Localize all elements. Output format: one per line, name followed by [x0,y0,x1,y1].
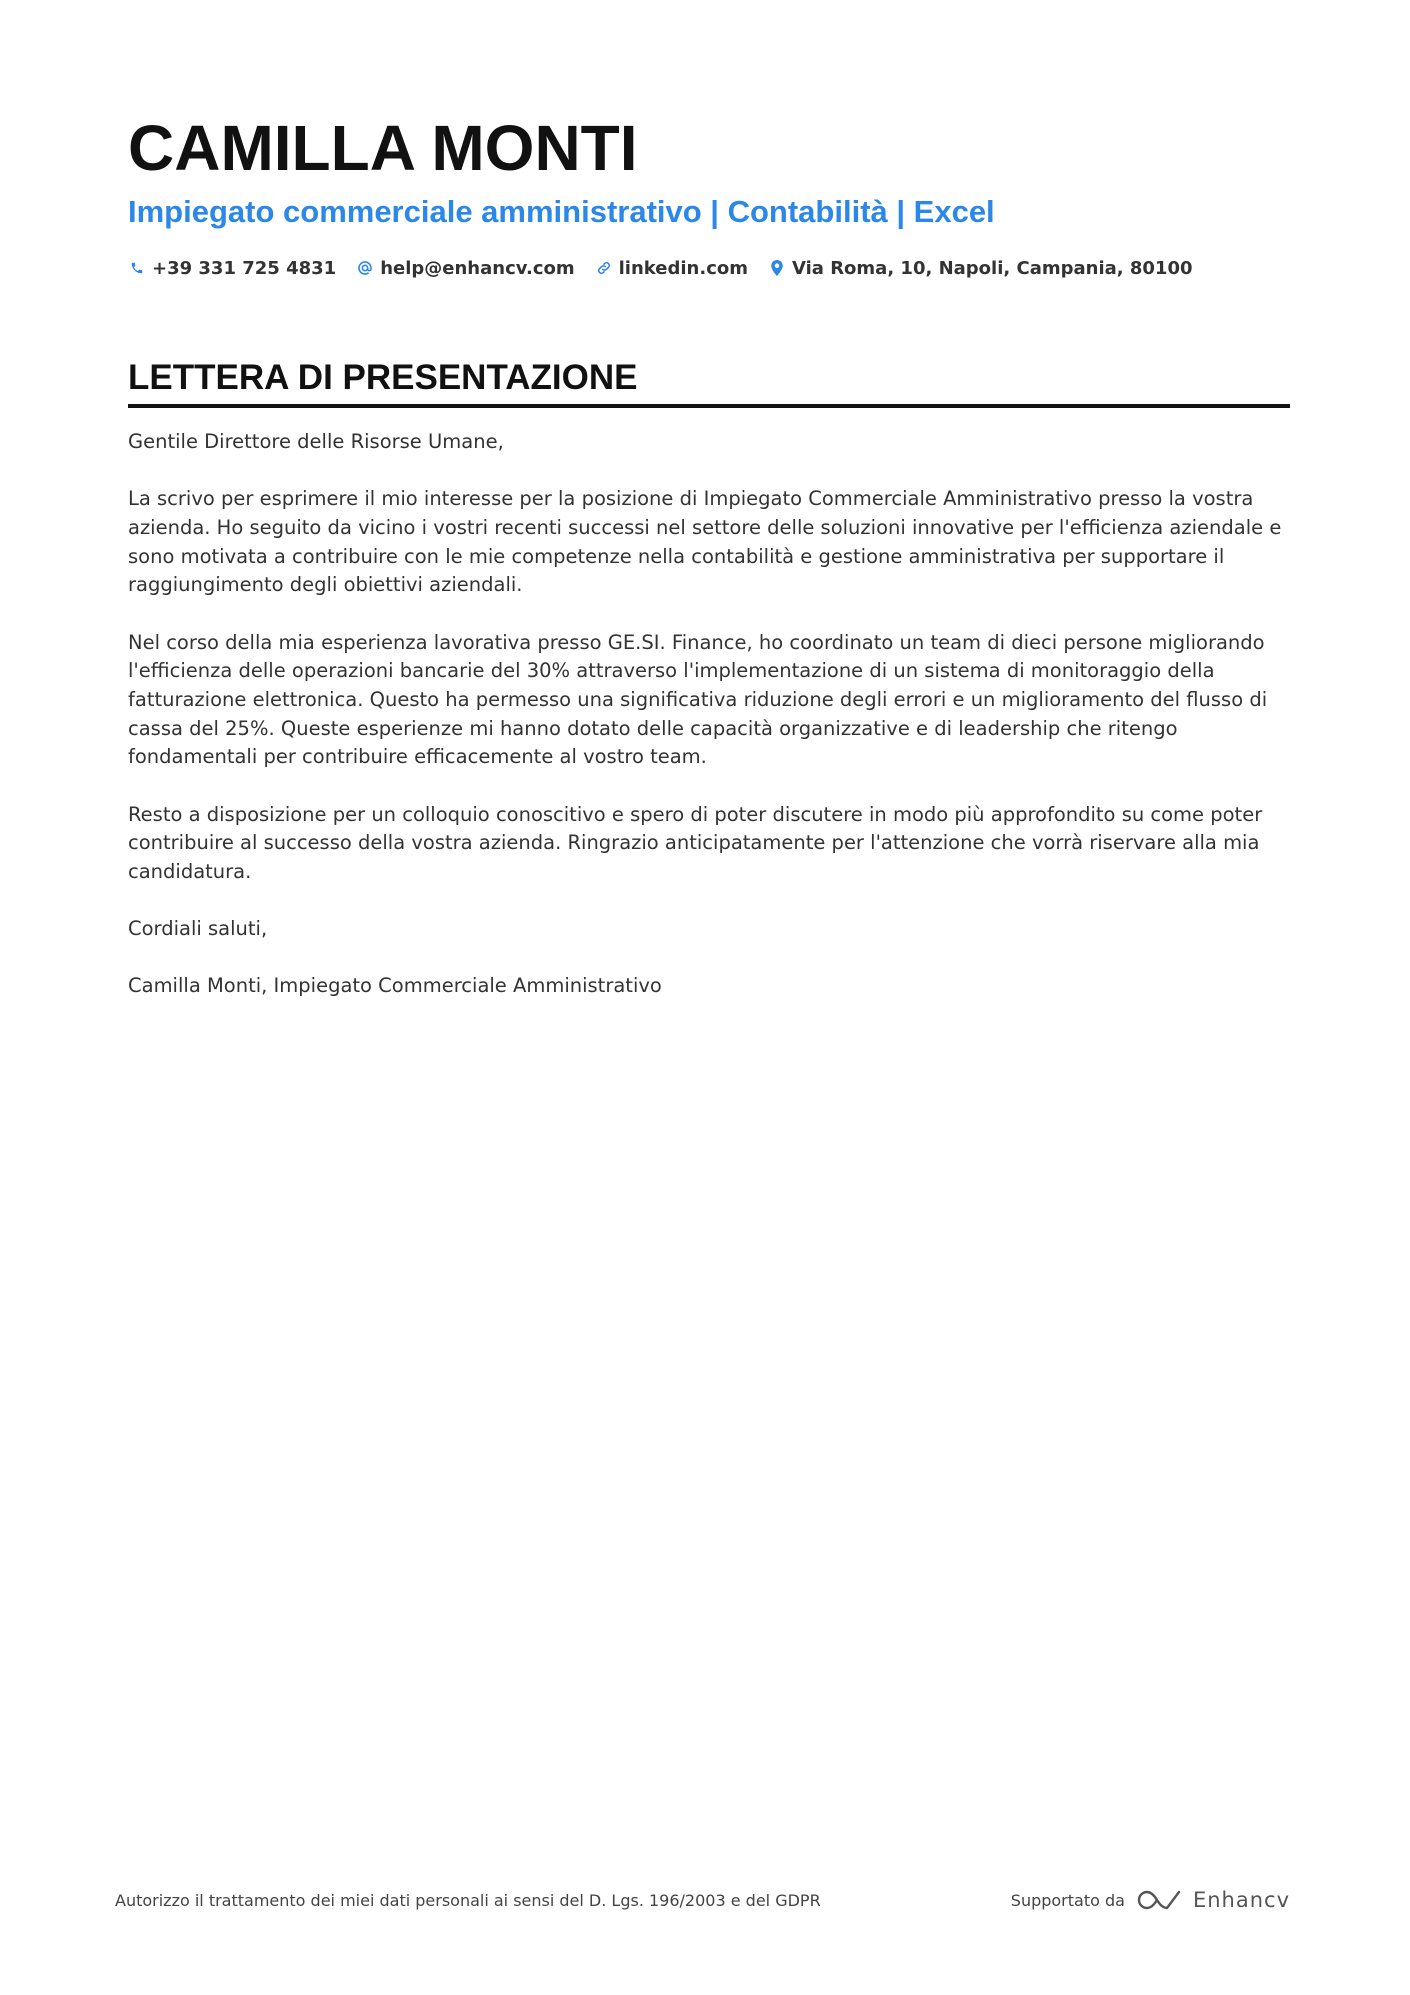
contact-linkedin-text: linkedin.com [618,257,748,279]
cover-letter-page [128,108,1290,1030]
enhancv-logo [1137,1888,1290,1912]
letter-salutation: Gentile Direttore delle Risorse Umane, [128,430,504,453]
powered-by[interactable] [1011,1888,1290,1912]
candidate-name: CAMILLA MONTI [128,112,638,184]
brand-name: Enhancv [1192,1888,1290,1912]
contact-linkedin[interactable] [595,258,748,279]
powered-by-label: Supportato da [1010,1890,1125,1910]
letter-closing: Cordiali saluti, [128,917,268,941]
phone-icon [128,259,146,277]
at-icon [356,259,374,277]
location-pin-icon [768,259,786,277]
link-icon [595,259,613,277]
letter-paragraph-2: Nel corso della mia esperienza lavorativa presso GE.SI. Finance, ho coordinato un team di dieci persone migliorando l'efficienza delle operazioni bancarie del 30% attraverso l'implementazione di un sistema di monitoraggio della fatturazione elettronica. Questo ha permesso una significativa riduzione degli errori e un miglioramento del flusso di cassa del 25%. Queste esperienze mi hanno dotato delle capacità organizzative e di leadership che ritengo fondamentali per contribuire efficacemente al vostro team. [128,630,1268,769]
contact-bar [128,254,1290,282]
candidate-headline: Impiegato commerciale amministrativo | Contabilità | Excel [128,194,995,229]
contact-phone-text: +39 331 725 4831 [152,257,337,279]
privacy-consent: Autorizzo il trattamento dei miei dati personali ai sensi del D. Lgs. 196/2003 e del GDPR [115,1890,821,1910]
letter-paragraph-3: Resto a disposizione per un colloquio conoscitivo e spero di poter discutere in modo più approfondito su come poter contribuire al successo della vostra azienda. Ringrazio anticipatamente per l'attenzione che vorrà riservare alla mia candidatura. [128,802,1263,883]
contact-phone [128,258,336,279]
contact-email[interactable] [356,258,574,279]
contact-email-text: help@enhancv.com [380,257,575,279]
letter-signature: Camilla Monti, Impiegato Commerciale Amministrativo [128,974,662,998]
letter-body [128,428,1290,1001]
contact-address [768,258,1193,279]
page-footer [115,1888,1290,1912]
section-divider [128,404,1290,408]
section-title: LETTERA DI PRESENTAZIONE [128,358,638,397]
letter-paragraph-1: La scrivo per esprimere il mio interesse per la posizione di Impiegato Commerciale Amministrativo presso la vostra azienda. Ho seguito da vicino i vostri recenti successi nel settore delle soluzioni innovative per l'efficienza aziendale e sono motivata a contribuire con le mie competenze nella contabilità e gestione amministrativa per supportare il raggiungimento degli obiettivi aziendali. [128,487,1282,597]
enhancv-logo-icon [1137,1888,1183,1912]
contact-address-text: Via Roma, 10, Napoli, Campania, 80100 [792,257,1193,279]
